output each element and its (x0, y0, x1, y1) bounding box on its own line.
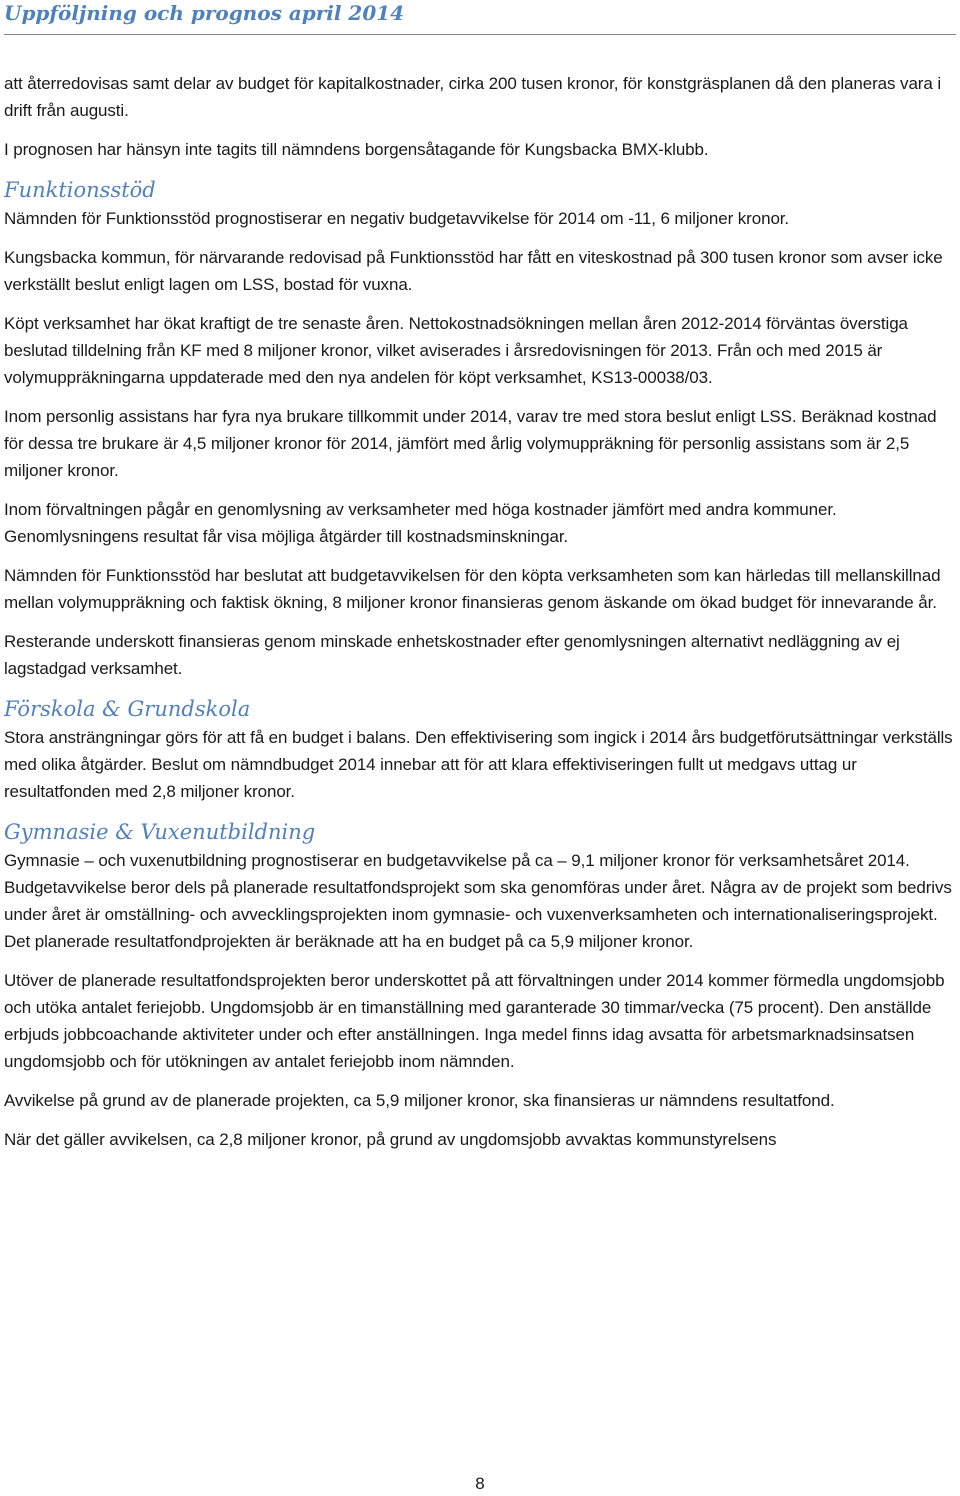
page-header (4, 0, 956, 35)
paragraph-gymnasie-avvikelse: Avvikelse på grund av de planerade projekten, ca 5,9 miljoner kronor, ska finansieras ur nämndens resultatfond. (4, 1091, 835, 1110)
heading-gymnasie-vuxenutbildning: Gymnasie & Vuxenutbildning (4, 820, 316, 844)
paragraph-funktionsstod-personlig-assistans: Inom personlig assistans har fyra nya brukare tillkommit under 2014, varav tre med stora beslut enligt LSS. Beräknad kostnad för dessa tre brukare är 4,5 miljoner kronor för 2014, jämfört med årlig volymuppräkning för personlig assistans som är 2,5 miljoner kronor. (4, 407, 937, 480)
paragraph-gymnasie-prognos: Gymnasie – och vuxenutbildning prognostiserar en budgetavvikelse på ca – 9,1 miljoner kronor för verksamhetsåret 2014. Budgetavvikelse beror dels på planerade resultatfondsprojekt som ska genomföras under året. Några av de projekt som bedrivs under året är omställning- och avvecklingsprojekten inom gymnasie- och vuxenverksamheten och internationaliseringsprojekt. Det planerade resultatfondprojekten är beräknade att ha en budget på ca 5,9 miljoner kronor. (4, 851, 952, 951)
paragraph-kapitalkostnader: att återredovisas samt delar av budget för kapitalkostnader, cirka 200 tusen kronor, för konstgräsplanen då den planeras vara i drift från augusti. (4, 74, 942, 120)
heading-funktionsstod: Funktionsstöd (4, 178, 156, 202)
page-number: 8 (475, 1474, 485, 1493)
paragraph-bmx-klubb: I prognosen har hänsyn inte tagits till nämndens borgensåtagande för Kungsbacka BMX-klubb. (4, 140, 709, 159)
header-title: Uppföljning och prognos april 2014 (4, 1, 405, 25)
paragraph-funktionsstod-viteskostnad: Kungsbacka kommun, för närvarande redovisad på Funktionsstöd har fått en viteskostnad på 300 tusen kronor som avser icke verkställt beslut enligt lagen om LSS, bostad för vuxna. (4, 248, 943, 294)
paragraph-funktionsstod-genomlysning: Inom förvaltningen pågår en genomlysning av verksamheter med höga kostnader jämfört med andra kommuner. Genomlysningens resultat får visa möjliga åtgärder till kostnadsminskningar. (4, 500, 837, 546)
paragraph-funktionsstod-resterande: Resterande underskott finansieras genom minskade enhetskostnader efter genomlysningen alternativt nedläggning av ej lagstadgad verksamhet. (4, 632, 900, 678)
paragraph-funktionsstod-prognos: Nämnden för Funktionsstöd prognostiserar en negativ budgetavvikelse för 2014 om -11, 6 miljoner kronor. (4, 209, 790, 228)
heading-forskola-grundskola: Förskola & Grundskola (4, 697, 251, 721)
paragraph-forskola-budget: Stora ansträngningar görs för att få en budget i balans. Den effektivisering som ingick i 2014 års budgetförutsättningar verkställs med olika åtgärder. Beslut om nämndbudget 2014 innebar att för att klara effektiviseringen fullt ut medgavs uttag ur resultatfonden med 2,8 miljoner kronor. (4, 728, 953, 801)
paragraph-funktionsstod-kopt-verksamhet: Köpt verksamhet har ökat kraftigt de tre senaste åren. Nettokostnadsökningen mellan åren 2012-2014 förväntas överstiga beslutad tilldelning från KF med 8 miljoner kronor, vilket aviserades i årsredovisningen för 2013. Från och med 2015 är volymuppräkningarna uppdaterade med den nya andelen för köpt verksamhet, KS13-00038/03. (4, 314, 908, 387)
paragraph-funktionsstod-beslut: Nämnden för Funktionsstöd har beslutat att budgetavvikelsen för den köpta verksamheten som kan härledas till mellanskillnad mellan volymuppräkning och faktisk ökning, 8 miljoner kronor finansieras genom äskande om ökad budget för innevarande år. (4, 566, 941, 612)
paragraph-gymnasie-ungdomsjobb: Utöver de planerade resultatfondsprojekten beror underskottet på att förvaltningen under 2014 kommer förmedla ungdomsjobb och utöka antalet feriejobb. Ungdomsjobb är en timanställning med garanterade 30 timmar/vecka (75 procent). Den anställde erbjuds jobbcoachande aktiviteter under och efter anställningen. Inga medel finns idag avsatta för arbetsmarknadsinsatsen ungdomsjobb och för utökningen av antalet feriejobb inom nämnden. (4, 971, 945, 1071)
paragraph-gymnasie-kommunstyrelsen: När det gäller avvikelsen, ca 2,8 miljoner kronor, på grund av ungdomsjobb avvaktas kommunstyrelsens (4, 1130, 777, 1149)
document-body (4, 70, 956, 1153)
